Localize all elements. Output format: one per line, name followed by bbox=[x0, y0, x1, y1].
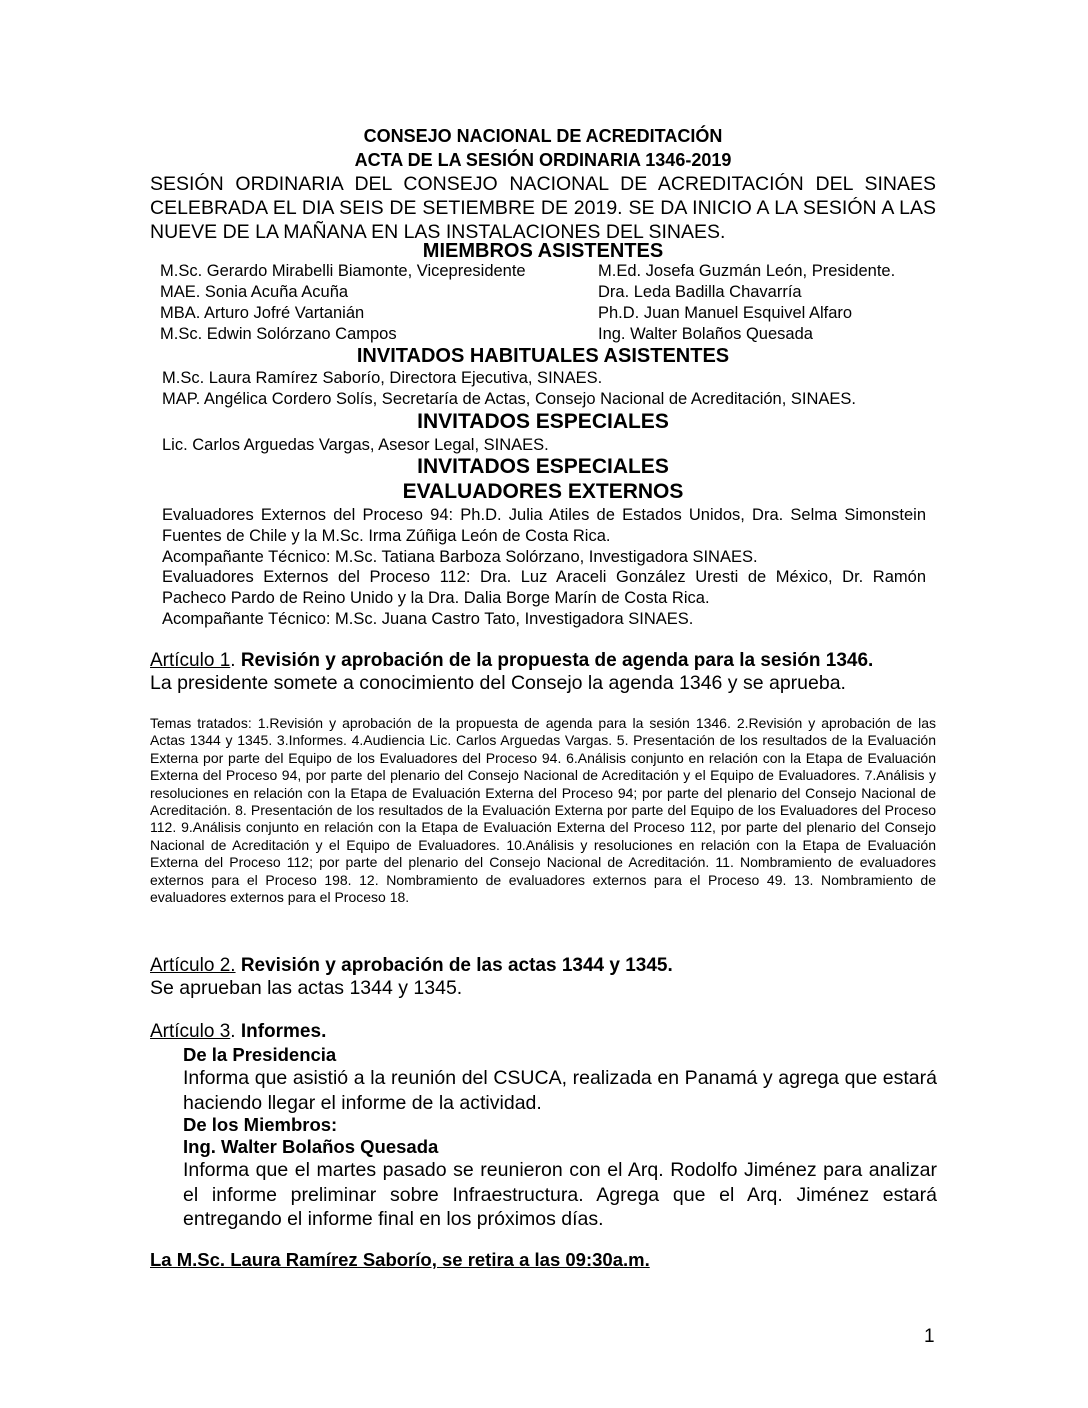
member-right-1: M.Ed. Josefa Guzmán León, Presidente. bbox=[598, 262, 896, 280]
withdrawal-note: La M.Sc. Laura Ramírez Saborío, se retira a las 09:30a.m. bbox=[150, 1249, 650, 1270]
evaluators-process-112: Evaluadores Externos del Proceso 112: Dra. Luz Araceli González Uresti de México, Dr. Ramón Pacheco Pardo de Reino Unido y la Dra. Dalia Borge Marín de Costa Rica. bbox=[162, 568, 926, 607]
member-right-4: Ing. Walter Bolaños Quesada bbox=[598, 325, 813, 343]
habituales-heading: INVITADOS HABITUALES ASISTENTES bbox=[356, 345, 730, 367]
member-right-2: Dra. Leda Badilla Chavarría bbox=[598, 283, 802, 301]
member-left-3: MBA. Arturo Jofré Vartanián bbox=[160, 304, 365, 322]
evaluators-process-94: Evaluadores Externos del Proceso 94: Ph.D. Julia Atiles de Estados Unidos, Dra. Selma Simonstein Fuentes de Chile y la M.Sc. Irma Zúñiga León de Costa Rica. bbox=[162, 506, 926, 545]
article-2-title: Revisión y aprobación de las actas 1344 y 1345. bbox=[240, 955, 673, 976]
article-1-label: Artículo 1 bbox=[150, 650, 231, 671]
especiales-heading: INVITADOS ESPECIALES bbox=[417, 410, 669, 433]
presidency-heading: De la Presidencia bbox=[183, 1044, 337, 1065]
session-intro bbox=[150, 172, 936, 244]
article-2-heading bbox=[150, 955, 673, 977]
member-left-1: M.Sc. Gerardo Mirabelli Biamonte, Vicepresidente bbox=[160, 262, 526, 280]
article-3-heading: Artículo 3. Informes. bbox=[150, 1021, 327, 1042]
page-number: 1 bbox=[924, 1326, 935, 1347]
session-intro-text: SESIÓN ORDINARIA DEL CONSEJO NACIONAL DE ACREDITACIÓN DEL SINAES CELEBRADA EL DIA SEIS DE SETIEMBRE DE 2019. SE DA INICIO A LA SESIÓN A LAS NUEVE DE LA MAÑANA EN LAS INSTALACIONES DEL SINAES. bbox=[150, 173, 936, 243]
evaluadores-heading-2: EVALUADORES EXTERNOS bbox=[402, 480, 684, 503]
member-left-2: MAE. Sonia Acuña Acuña bbox=[160, 283, 349, 301]
council-title: CONSEJO NACIONAL DE ACREDITACIÓN bbox=[363, 126, 723, 146]
member-right-3: Ph.D. Juan Manuel Esquivel Alfaro bbox=[598, 304, 853, 322]
members-reports-heading: De los Miembros: bbox=[183, 1114, 338, 1135]
article-1-heading: Artículo 1. Revisión y aprobación de la propuesta de agenda para la sesión 1346. bbox=[150, 650, 874, 671]
walter-bolanos-report: Informa que el martes pasado se reunieron con el Arq. Rodolfo Jiménez para analizar el informe preliminar sobre Infraestructura. Agrega que el Arq. Jiménez estará entregando el informe final en los próximos días. bbox=[183, 1159, 937, 1230]
article-2-label: Artículo 2. bbox=[150, 955, 236, 976]
special-guest-1: Lic. Carlos Arguedas Vargas, Asesor Legal, SINAES. bbox=[162, 436, 549, 454]
article-3-title: Informes. bbox=[240, 1021, 327, 1042]
topics-covered: Temas tratados: 1.Revisión y aprobación de la propuesta de agenda para la sesión 1346. 2.Revisión y aprobación de las Actas 1344 y 1345. 3.Informes. 4.Audiencia Lic. Carlos Arguedas Vargas. 5. Presentación de los resultados de la Evaluación Externa por parte del Equipo de los Evaluadores del Proceso 94. 6.Análisis conjunto en relación con la Etapa de Evaluación Externa del Proceso 94, por parte del plenario del Consejo Nacional de Acreditación y el Equipo de Evaluadores. 7.Análisis y resoluciones en relación con la Etapa de Evaluación Externa del Proceso 94; por parte del plenario del Consejo Nacional de Acreditación. 8. Presentación de los resultados de la Evaluación Externa por parte del Equipo de los Evaluadores del Proceso 112. 9.Análisis conjunto en relación con la Etapa de Evaluación Externa del Proceso 112, por parte del plenario del Consejo Nacional de Acreditación y el Equipo de Evaluadores. 10.Análisis y resoluciones en relación con la Etapa de Evaluación Externa del Proceso 112; por parte del plenario del Consejo Nacional de Acreditación. 11. Nombramiento de evaluadores externos para el Proceso 198. 12. Nombramiento de evaluadores externos para el Proceso 49. 13. Nombramiento de evaluadores externos para el Proceso 18. bbox=[150, 715, 936, 906]
article-1-text: La presidente somete a conocimiento del Consejo la agenda 1346 y se aprueba. bbox=[150, 672, 846, 694]
habitual-guest-2: MAP. Angélica Cordero Solís, Secretaría de Actas, Consejo Nacional de Acreditación, SINAES. bbox=[162, 390, 856, 408]
article-1-title: Revisión y aprobación de la propuesta de agenda para la sesión 1346. bbox=[240, 650, 874, 671]
technical-companion-112: Acompañante Técnico: M.Sc. Juana Castro Tato, Investigadora SINAES. bbox=[162, 610, 694, 628]
habitual-guest-1: M.Sc. Laura Ramírez Saborío, Directora Ejecutiva, SINAES. bbox=[162, 369, 603, 387]
walter-bolanos-heading: Ing. Walter Bolaños Quesada bbox=[183, 1136, 439, 1157]
article-3-label: Artículo 3 bbox=[150, 1021, 231, 1042]
presidency-report: Informa que asistió a la reunión del CSUCA, realizada en Panamá y agrega que estará haciendo llegar el informe de la actividad. bbox=[183, 1067, 937, 1114]
members-heading: MIEMBROS ASISTENTES bbox=[422, 240, 664, 262]
technical-companion-94: Acompañante Técnico: M.Sc. Tatiana Barboza Solórzano, Investigadora SINAES. bbox=[162, 548, 758, 566]
evaluadores-heading-1: INVITADOS ESPECIALES bbox=[417, 455, 669, 478]
member-left-4: M.Sc. Edwin Solórzano Campos bbox=[160, 325, 397, 343]
session-title: ACTA DE LA SESIÓN ORDINARIA 1346-2019 bbox=[354, 150, 732, 170]
article-2-text: Se aprueban las actas 1344 y 1345. bbox=[150, 977, 463, 999]
